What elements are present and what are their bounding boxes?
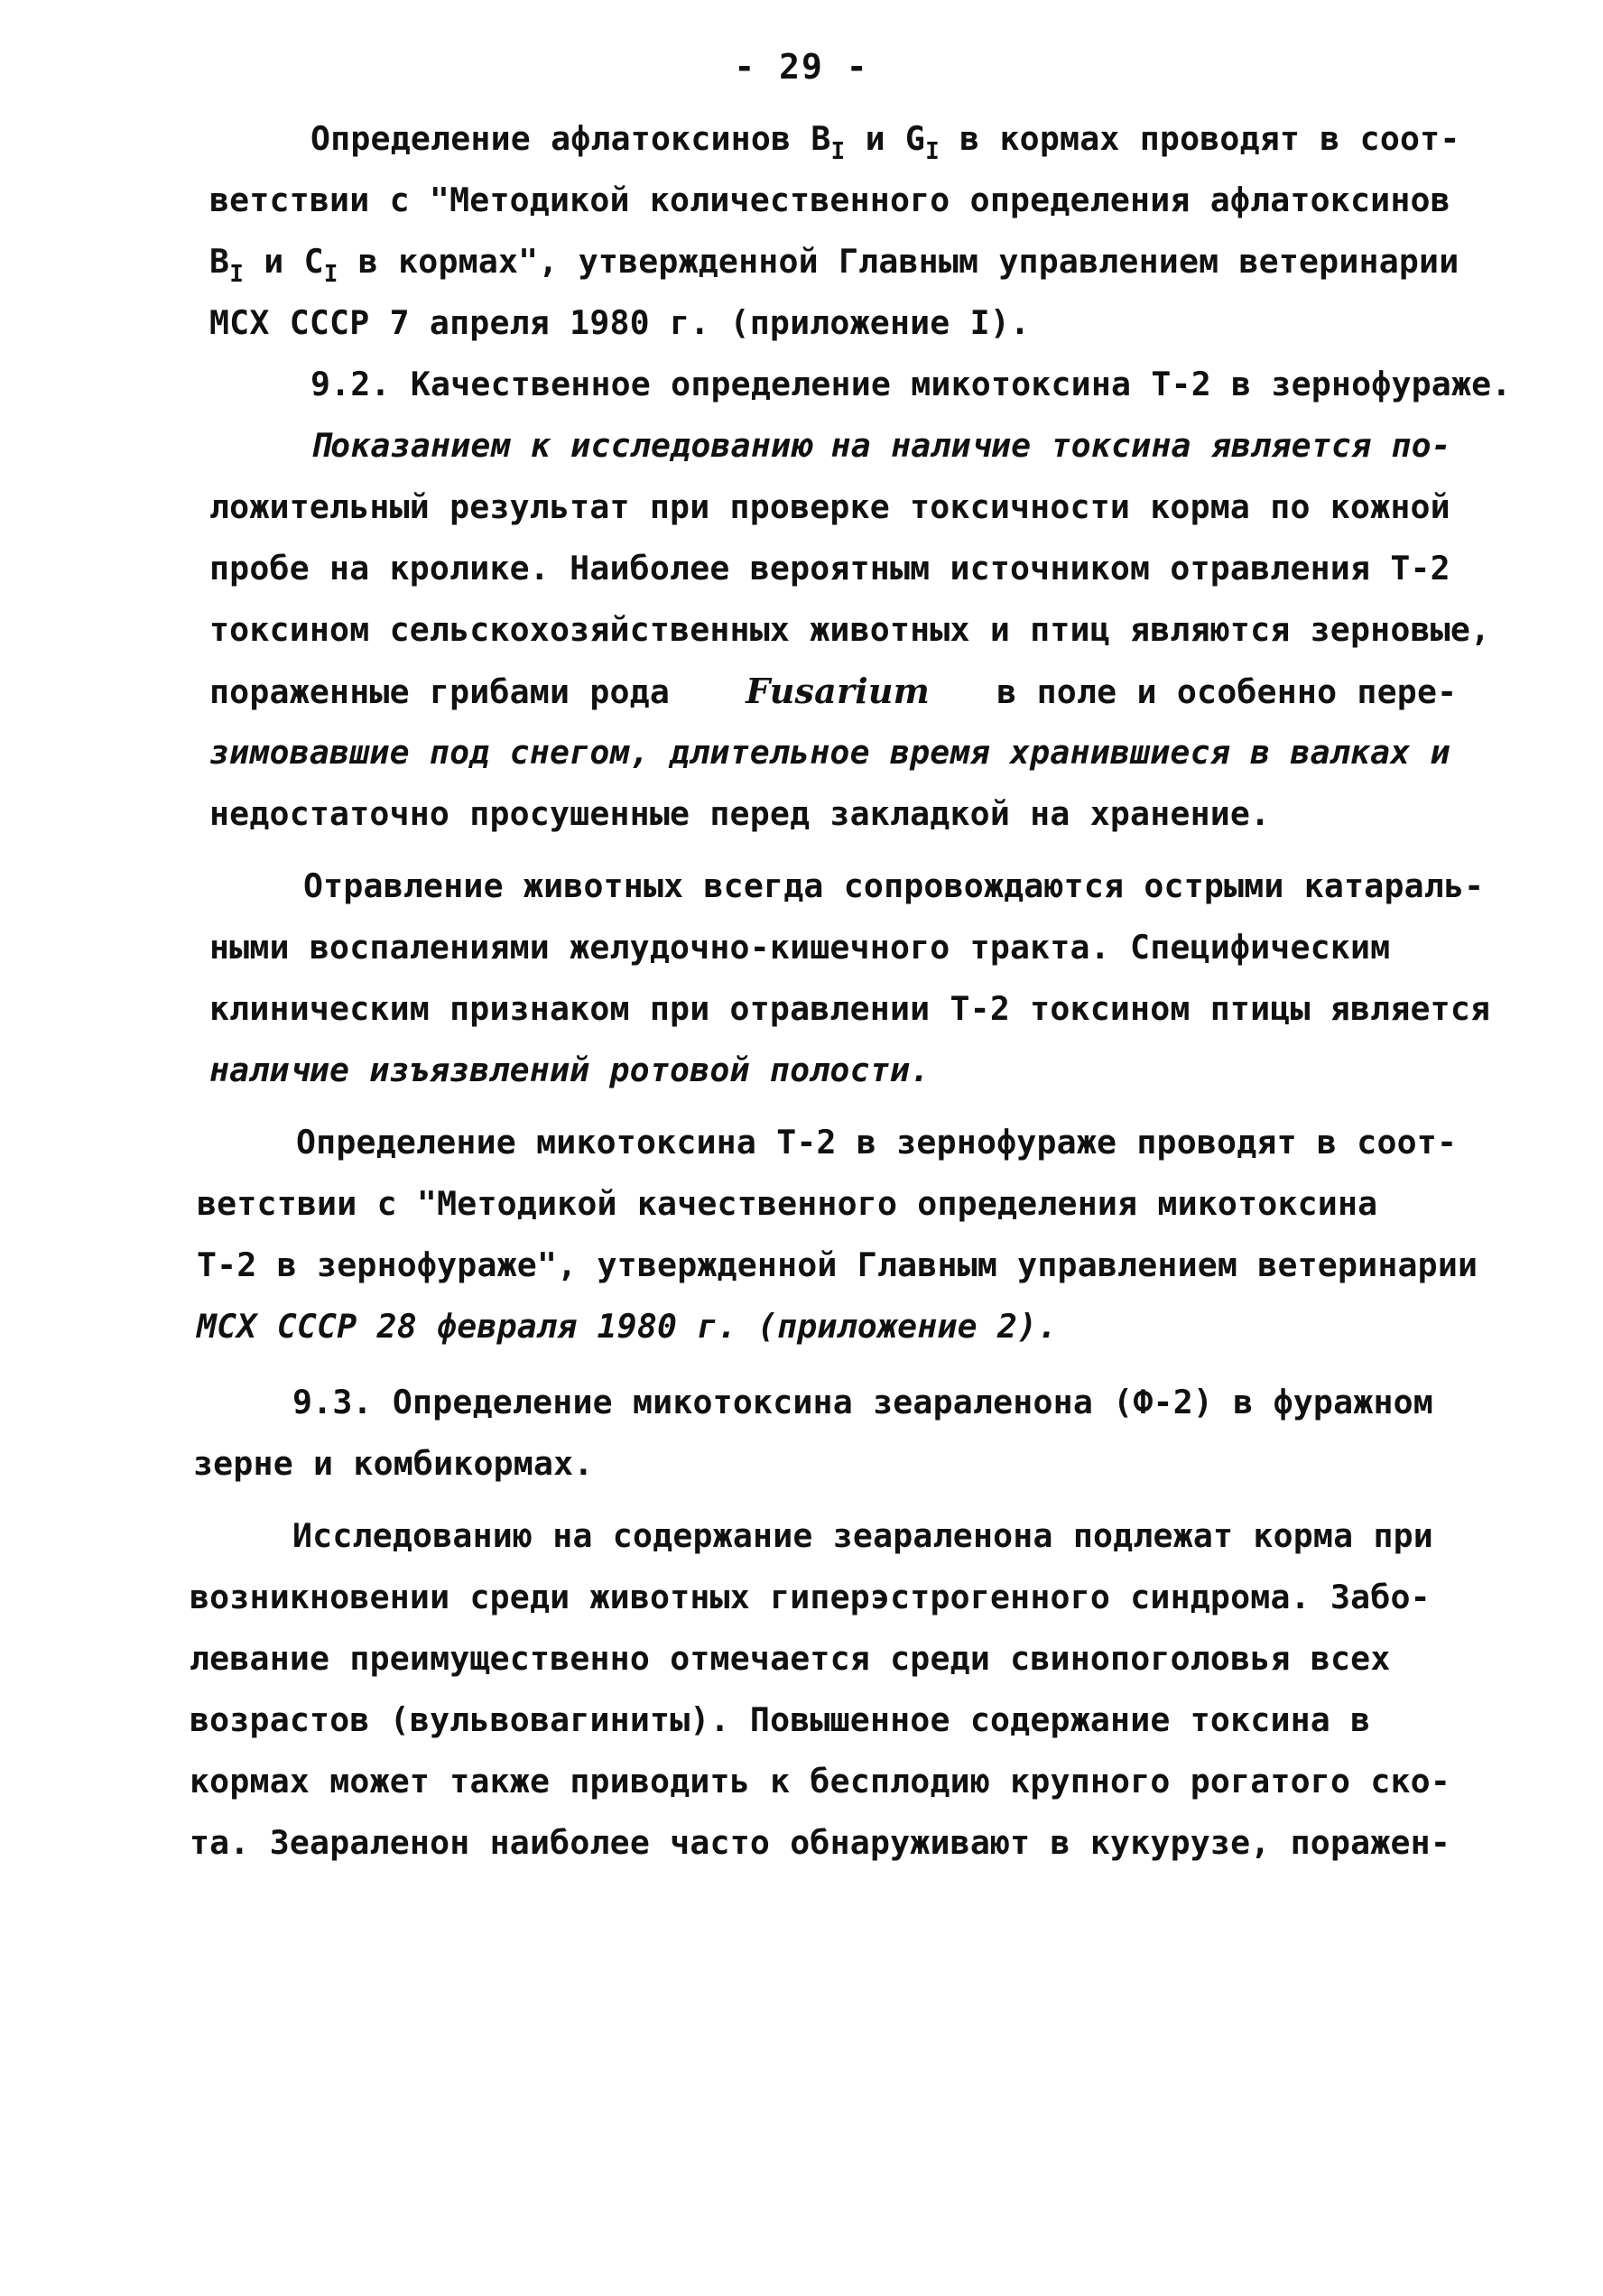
text-span: в поле и особенно пере- [996, 672, 1458, 711]
section-heading: 9.3. Определение микотоксина зеараленона (Ф-2) в фуражном [292, 1383, 1433, 1421]
text-line: пробе на кролике. Наиболее вероятным источником отравления Т-2 [209, 549, 1450, 588]
page-number: - 29 - [734, 47, 869, 87]
text-line: Определение микотоксина Т-2 в зернофураже проводят в соот- [296, 1123, 1458, 1162]
text-line: ветствии с "Методикой качественного определения микотоксина [197, 1184, 1378, 1223]
text-span: в кормах", утвержденной Главным управлением ветеринарии [338, 242, 1459, 281]
genus-name-handwritten: Fusarium [746, 671, 931, 711]
section-heading: зерне и комбикормах. [193, 1444, 594, 1483]
text-line: ветствии с "Методикой количественного определения афлатоксинов [209, 181, 1450, 219]
subscript: I [229, 261, 245, 288]
text-line: токсином сельскохозяйственных животных и птиц являются зерновые, [209, 610, 1491, 649]
text-line: МСХ СССР 28 февраля 1980 г. (приложение 2). [197, 1307, 1058, 1346]
text-line: Исследованию на содержание зеараленона подлежат корма при [292, 1516, 1433, 1555]
text-line: наличие изъязвлений ротовой полости. [209, 1051, 931, 1089]
subscript: I [925, 138, 940, 165]
text-line [209, 671, 1457, 712]
text-span: пораженные грибами рода [209, 672, 671, 711]
text-line: ными воспалениями желудочно-кишечного тракта. Специфическим [209, 928, 1391, 967]
text-span: Определение афлатоксинов В [310, 119, 831, 158]
text-line: левание преимущественно отмечается среди свинопоголовья всех [190, 1639, 1391, 1678]
text-line: МСХ СССР 7 апреля 1980 г. (приложение I). [209, 303, 1031, 342]
text-line: кормах может также приводить к бесплодию крупного рогатого ско- [190, 1762, 1451, 1801]
section-heading: 9.2. Качественное определение микотоксина Т-2 в зернофураже. [310, 365, 1512, 403]
text-line: зимовавшие под снегом, длительное время хранившиеся в валках и [209, 733, 1450, 772]
text-span: и G [845, 119, 926, 158]
text-line: Т-2 в зернофураже", утвержденной Главным управлением ветеринарии [197, 1245, 1478, 1284]
text-line: клиническим признаком при отравлении Т-2 токсином птицы является [209, 989, 1491, 1028]
text-line: возникновении среди животных гиперэстрогенного синдрома. Забо- [190, 1578, 1431, 1616]
subscript: I [830, 138, 846, 165]
text-line [310, 119, 1460, 165]
text-span: В [209, 242, 230, 281]
text-line: Отравление животных всегда сопровождаются острыми катараль- [303, 866, 1485, 905]
text-span: в кормах проводят в соот- [939, 119, 1460, 158]
text-line: недостаточно просушенные перед закладкой на хранение. [209, 794, 1271, 833]
text-line: возрастов (вульвовагиниты). Повышенное содержание токсина в [190, 1700, 1371, 1739]
text-line: та. Зеараленон наиболее часто обнаруживают в кукурузе, поражен- [190, 1823, 1451, 1862]
text-line: Показанием к исследованию на наличие токсина является по- [310, 426, 1451, 465]
text-line [209, 242, 1459, 288]
text-span: и С [244, 242, 324, 281]
text-line: ложительный результат при проверке токсичности корма по кожной [209, 487, 1450, 526]
subscript: I [323, 261, 338, 288]
